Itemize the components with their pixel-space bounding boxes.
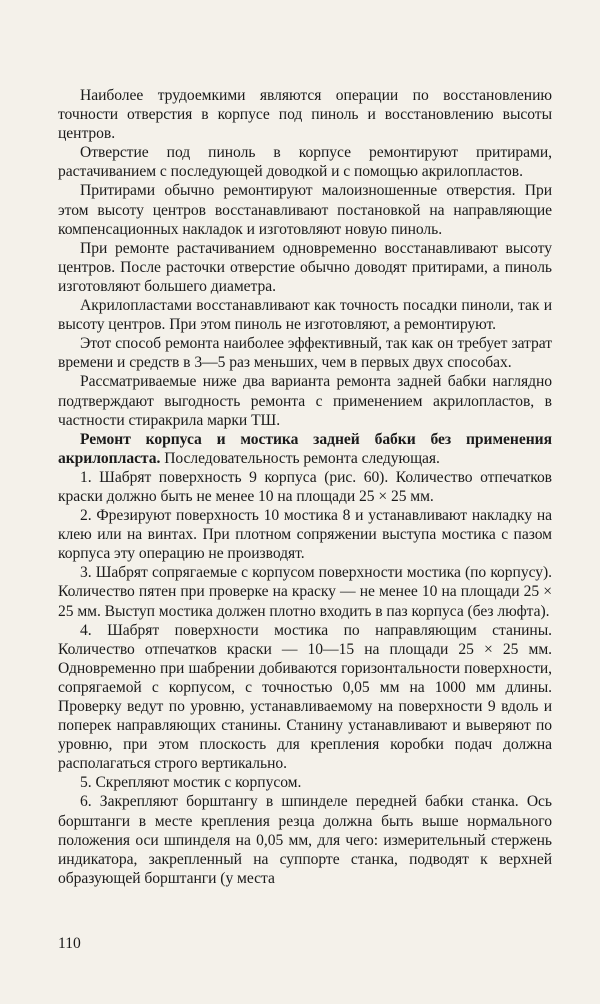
step-2: 2. Фрезируют поверхность 10 мостика 8 и устанавливают накладку на клею или на винтах. При плотном сопряжении выступа мостика с пазом корпуса эту операцию не производят. [58,507,552,563]
paragraph-3: Притирами обычно ремонтируют малоизношенные отверстия. При этом высоту центров восстанавливают постановкой на направляющие компенсационных накладок и изготовляют новую пиноль. [58,182,552,238]
paragraph-5: Акрилопластами восстанавливают как точность посадки пиноли, так и высоту центров. При этом пиноль не изготовляют, а ремонтируют. [58,297,552,334]
paragraph-7: Рассматриваемые ниже два варианта ремонта задней бабки наглядно подтверждают выгодность ремонта с применением акрилопластов, в частности стиракрила марки ТШ. [58,373,552,429]
paragraph-2: Отверстие под пиноль в корпусе ремонтируют притирами, растачиванием с последующей доводкой и с помощью акрилопластов. [58,144,552,181]
step-1: 1. Шабрят поверхность 9 корпуса (рис. 60). Количество отпечатков краски должно быть не менее 10 на площади 25 × 25 мм. [58,468,552,505]
section-heading: Ремонт корпуса и мостика задней бабки без применения акрилопласта. [58,430,552,467]
section-paragraph [58,430,552,468]
paragraph-4: При ремонте растачиванием одновременно восстанавливают высоту центров. После расточки отверстие обычно доводят притирами, а пиноль изготовляют большего диаметра. [58,239,552,295]
page-number: 110 [58,935,81,952]
section-intro: Последовательность ремонта следующая. [160,449,440,467]
page-text-block [58,86,552,888]
step-4: 4. Шабрят поверхности мостика по направляющим станины. Количество отпечатков краски — 10—15 на площади 25 × 25 мм. Одновременно при шабрении добиваются горизонтальности поверхности, сопрягаемой с корпусом, с точностью 0,05 мм на 1000 мм длины. Проверку ведут по уровню, устанавливаемому на поверхности 9 вдоль и поперек направляющих станины. Станину устанавливают и выверяют по уровню, при этом плоскость для крепления коробки подач должна располагаться строго вертикально. [58,621,552,773]
paragraph-6: Этот способ ремонта наиболее эффективный, так как он требует затрат времени и средств в 3—5 раз меньших, чем в первых двух способах. [58,335,552,372]
step-3: 3. Шабрят сопрягаемые с корпусом поверхности мостика (по корпусу). Количество пятен при проверке на краску — не менее 10 на площади 25 × 25 мм. Выступ мостика должен плотно входить в паз корпуса (без люфта). [58,564,552,620]
paragraph-1: Наиболее трудоемкими являются операции по восстановлению точности отверстия в корпусе под пиноль и восстановлению высоты центров. [58,87,552,143]
step-6: 6. Закрепляют борштангу в шпинделе передней бабки станка. Ось борштанги в месте крепления резца должна быть выше нормального положения оси шпинделя на 0,05 мм, для чего: измерительный стержень индикатора, закрепленный на суппорте станка, подводят к верхней образующей борштанги (у места [58,793,552,887]
step-5: 5. Скрепляют мостик с корпусом. [80,774,302,792]
